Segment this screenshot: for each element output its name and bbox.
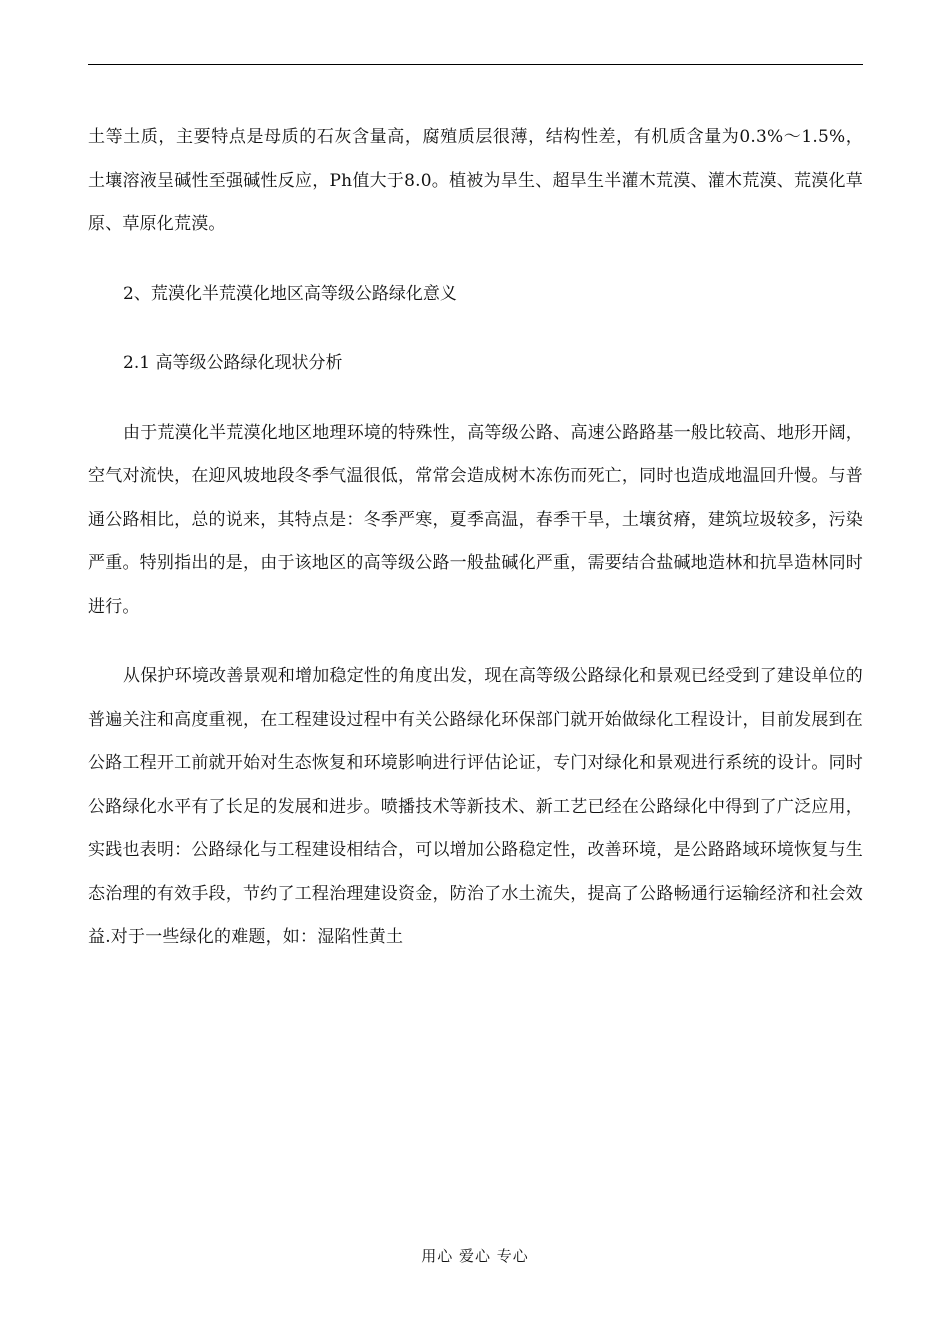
paragraph-intro: 土等土质，主要特点是母质的石灰含量高，腐殖质层很薄，结构性差，有机质含量为0.3%～1.5%，土壤溶液呈碱性至强碱性反应，Ph值大于8.0。植被为旱生、超旱生半灌木荒漠、灌木荒漠、荒漠化草原、草原化荒漠。 xyxy=(88,127,863,234)
subsection-heading: 2.1 高等级公路绿化现状分析 xyxy=(123,353,343,373)
paragraph-2: 从保护环境改善景观和增加稳定性的角度出发，现在高等级公路绿化和景观已经受到了建设单位的普遍关注和高度重视，在工程建设过程中有关公路绿化环保部门就开始做绿化工程设计，目前发展到在公路工程开工前就开始对生态恢复和环境影响进行评估论证，专门对绿化和景观进行系统的设计。同时公路绿化水平有了长足的发展和进步。喷播技术等新技术、新工艺已经在公路绿化中得到了广泛应用，实践也表明：公路绿化与工程建设相结合，可以增加公路稳定性，改善环境，是公路路域环境恢复与生态治理的有效手段，节约了工程治理建设资金，防治了水土流失，提高了公路畅通行运输经济和社会效益.对于一些绿化的难题，如：湿陷性黄土 xyxy=(88,666,863,947)
section-heading: 2、荒漠化半荒漠化地区高等级公路绿化意义 xyxy=(123,283,457,304)
paragraph-1: 由于荒漠化半荒漠化地区地理环境的特殊性，高等级公路、高速公路路基一般比较高、地形开阔，空气对流快，在迎风坡地段冬季气温很低，常常会造成树木冻伤而死亡，同时也造成地温回升慢。与普通公路相比，总的说来，其特点是：冬季严寒，夏季高温，春季干旱，土壤贫瘠，建筑垃圾较多，污染严重。特别指出的是，由于该地区的高等级公路一般盐碱化严重，需要结合盐碱地造林和抗旱造林同时进行。 xyxy=(88,422,863,617)
document-body xyxy=(88,116,863,960)
header-rule xyxy=(88,64,863,65)
page-footer: 用心 爱心 专心 xyxy=(421,1247,529,1265)
